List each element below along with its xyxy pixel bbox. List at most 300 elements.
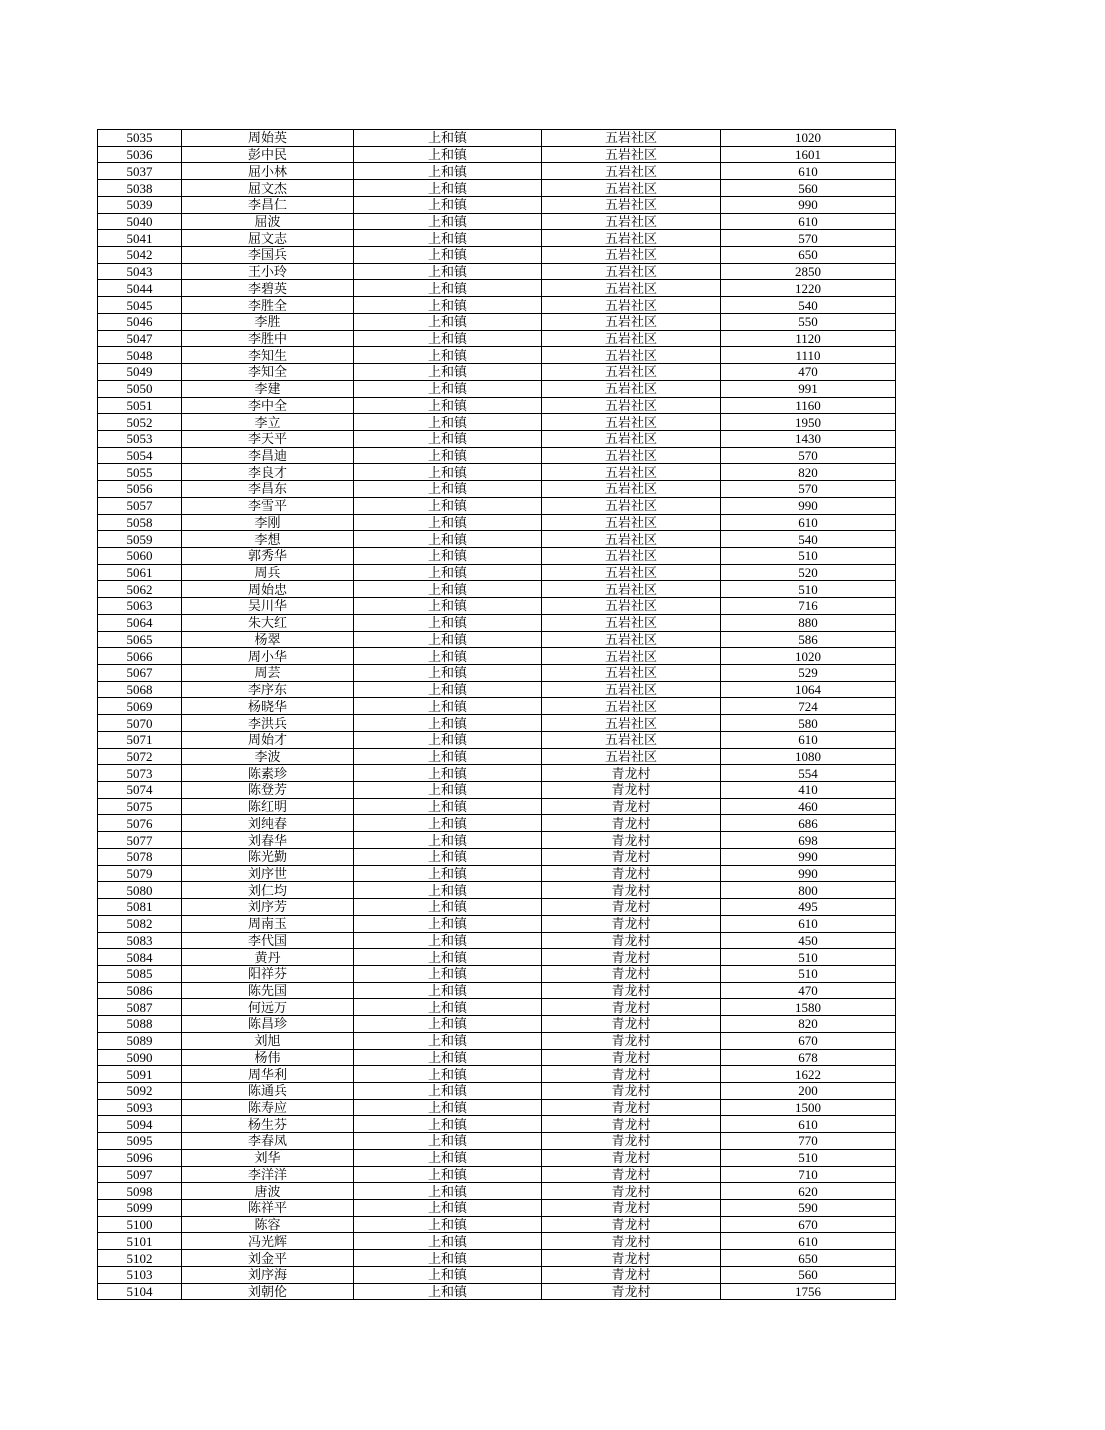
town-cell: 上和镇 [354,263,542,280]
amount-cell: 590 [721,1200,896,1217]
town-cell: 上和镇 [354,280,542,297]
town-cell: 上和镇 [354,949,542,966]
name-cell: 陈昌珍 [182,1016,354,1033]
table-row [98,230,896,247]
table-row [98,1133,896,1150]
table-row [98,146,896,163]
community-cell: 青龙村 [542,999,721,1016]
serial-number-cell: 5052 [98,414,182,431]
town-cell: 上和镇 [354,965,542,982]
community-cell: 五岩社区 [542,481,721,498]
amount-cell: 510 [721,949,896,966]
name-cell: 何远万 [182,999,354,1016]
table-row [98,1049,896,1066]
name-cell: 李序东 [182,681,354,698]
town-cell: 上和镇 [354,1283,542,1300]
table-row [98,1183,896,1200]
serial-number-cell: 5094 [98,1116,182,1133]
amount-cell: 990 [721,865,896,882]
table-row [98,1099,896,1116]
serial-number-cell: 5055 [98,464,182,481]
town-cell: 上和镇 [354,397,542,414]
amount-cell: 560 [721,1266,896,1283]
serial-number-cell: 5097 [98,1166,182,1183]
serial-number-cell: 5074 [98,782,182,799]
community-cell: 青龙村 [542,932,721,949]
serial-number-cell: 5099 [98,1200,182,1217]
serial-number-cell: 5098 [98,1183,182,1200]
community-cell: 五岩社区 [542,648,721,665]
community-cell: 五岩社区 [542,715,721,732]
table-row [98,949,896,966]
serial-number-cell: 5059 [98,531,182,548]
town-cell: 上和镇 [354,430,542,447]
table-row [98,782,896,799]
amount-cell: 570 [721,481,896,498]
community-cell: 五岩社区 [542,263,721,280]
amount-cell: 724 [721,698,896,715]
town-cell: 上和镇 [354,313,542,330]
amount-cell: 529 [721,665,896,682]
table-row [98,163,896,180]
name-cell: 杨翠 [182,631,354,648]
community-cell: 青龙村 [542,1200,721,1217]
name-cell: 李胜 [182,313,354,330]
serial-number-cell: 5070 [98,715,182,732]
table-row [98,564,896,581]
town-cell: 上和镇 [354,1166,542,1183]
community-cell: 青龙村 [542,848,721,865]
community-cell: 五岩社区 [542,146,721,163]
name-cell: 周华利 [182,1066,354,1083]
serial-number-cell: 5084 [98,949,182,966]
name-cell: 陈先国 [182,982,354,999]
amount-cell: 460 [721,798,896,815]
name-cell: 屈文志 [182,230,354,247]
table-row [98,899,896,916]
amount-cell: 610 [721,163,896,180]
community-cell: 青龙村 [542,1166,721,1183]
community-cell: 五岩社区 [542,564,721,581]
table-row [98,1116,896,1133]
serial-number-cell: 5091 [98,1066,182,1083]
community-cell: 五岩社区 [542,748,721,765]
table-row [98,547,896,564]
community-cell: 五岩社区 [542,130,721,147]
town-cell: 上和镇 [354,915,542,932]
community-cell: 五岩社区 [542,297,721,314]
amount-cell: 540 [721,297,896,314]
amount-cell: 1220 [721,280,896,297]
amount-cell: 610 [721,213,896,230]
amount-cell: 990 [721,196,896,213]
name-cell: 屈小林 [182,163,354,180]
town-cell: 上和镇 [354,1099,542,1116]
town-cell: 上和镇 [354,180,542,197]
serial-number-cell: 5057 [98,497,182,514]
data-table [97,129,896,1300]
name-cell: 唐波 [182,1183,354,1200]
name-cell: 李国兵 [182,247,354,264]
serial-number-cell: 5036 [98,146,182,163]
table-row [98,1200,896,1217]
name-cell: 刘华 [182,1149,354,1166]
amount-cell: 554 [721,765,896,782]
amount-cell: 495 [721,899,896,916]
town-cell: 上和镇 [354,146,542,163]
amount-cell: 991 [721,380,896,397]
community-cell: 五岩社区 [542,380,721,397]
name-cell: 李中全 [182,397,354,414]
table-row [98,631,896,648]
community-cell: 五岩社区 [542,598,721,615]
town-cell: 上和镇 [354,414,542,431]
amount-cell: 410 [721,782,896,799]
table-row [98,1082,896,1099]
table-row [98,130,896,147]
amount-cell: 470 [721,982,896,999]
serial-number-cell: 5092 [98,1082,182,1099]
amount-cell: 510 [721,547,896,564]
community-cell: 青龙村 [542,765,721,782]
town-cell: 上和镇 [354,247,542,264]
serial-number-cell: 5037 [98,163,182,180]
town-cell: 上和镇 [354,648,542,665]
amount-cell: 540 [721,531,896,548]
table-row [98,865,896,882]
amount-cell: 550 [721,313,896,330]
serial-number-cell: 5078 [98,848,182,865]
community-cell: 五岩社区 [542,230,721,247]
town-cell: 上和镇 [354,380,542,397]
community-cell: 青龙村 [542,815,721,832]
community-cell: 青龙村 [542,1250,721,1267]
name-cell: 刘序世 [182,865,354,882]
community-cell: 五岩社区 [542,614,721,631]
community-cell: 五岩社区 [542,280,721,297]
table-row [98,1266,896,1283]
table-row [98,280,896,297]
name-cell: 李立 [182,414,354,431]
amount-cell: 580 [721,715,896,732]
community-cell: 五岩社区 [542,397,721,414]
name-cell: 陈登芳 [182,782,354,799]
community-cell: 青龙村 [542,1233,721,1250]
town-cell: 上和镇 [354,447,542,464]
amount-cell: 1601 [721,146,896,163]
town-cell: 上和镇 [354,798,542,815]
town-cell: 上和镇 [354,297,542,314]
table-row [98,180,896,197]
town-cell: 上和镇 [354,1116,542,1133]
town-cell: 上和镇 [354,213,542,230]
amount-cell: 1430 [721,430,896,447]
amount-cell: 520 [721,564,896,581]
community-cell: 青龙村 [542,1133,721,1150]
table-row [98,1149,896,1166]
name-cell: 刘朝伦 [182,1283,354,1300]
serial-number-cell: 5087 [98,999,182,1016]
amount-cell: 610 [721,1116,896,1133]
town-cell: 上和镇 [354,1032,542,1049]
serial-number-cell: 5089 [98,1032,182,1049]
community-cell: 五岩社区 [542,531,721,548]
town-cell: 上和镇 [354,832,542,849]
town-cell: 上和镇 [354,1200,542,1217]
name-cell: 陈容 [182,1216,354,1233]
amount-cell: 1756 [721,1283,896,1300]
serial-number-cell: 5081 [98,899,182,916]
amount-cell: 1622 [721,1066,896,1083]
amount-cell: 1110 [721,347,896,364]
community-cell: 青龙村 [542,1183,721,1200]
serial-number-cell: 5045 [98,297,182,314]
name-cell: 陈红明 [182,798,354,815]
amount-cell: 2850 [721,263,896,280]
table-row [98,380,896,397]
name-cell: 李波 [182,748,354,765]
name-cell: 周南玉 [182,915,354,932]
amount-cell: 1080 [721,748,896,765]
town-cell: 上和镇 [354,547,542,564]
name-cell: 李代国 [182,932,354,949]
town-cell: 上和镇 [354,163,542,180]
amount-cell: 650 [721,1250,896,1267]
community-cell: 青龙村 [542,915,721,932]
table-row [98,347,896,364]
table-row [98,882,896,899]
amount-cell: 1580 [721,999,896,1016]
name-cell: 刘金平 [182,1250,354,1267]
name-cell: 陈祥平 [182,1200,354,1217]
table-row [98,464,896,481]
serial-number-cell: 5068 [98,681,182,698]
table-row [98,748,896,765]
serial-number-cell: 5047 [98,330,182,347]
town-cell: 上和镇 [354,932,542,949]
community-cell: 五岩社区 [542,464,721,481]
serial-number-cell: 5085 [98,965,182,982]
town-cell: 上和镇 [354,481,542,498]
community-cell: 青龙村 [542,832,721,849]
serial-number-cell: 5067 [98,665,182,682]
community-cell: 五岩社区 [542,313,721,330]
serial-number-cell: 5050 [98,380,182,397]
name-cell: 朱大红 [182,614,354,631]
name-cell: 周小华 [182,648,354,665]
name-cell: 李胜中 [182,330,354,347]
table-row [98,364,896,381]
amount-cell: 1120 [721,330,896,347]
table-row [98,1066,896,1083]
table-row [98,932,896,949]
table-row [98,581,896,598]
serial-number-cell: 5065 [98,631,182,648]
name-cell: 陈光勤 [182,848,354,865]
amount-cell: 1020 [721,648,896,665]
community-cell: 五岩社区 [542,681,721,698]
serial-number-cell: 5046 [98,313,182,330]
serial-number-cell: 5075 [98,798,182,815]
name-cell: 吴川华 [182,598,354,615]
serial-number-cell: 5054 [98,447,182,464]
name-cell: 李雪平 [182,497,354,514]
town-cell: 上和镇 [354,882,542,899]
town-cell: 上和镇 [354,715,542,732]
name-cell: 杨伟 [182,1049,354,1066]
name-cell: 杨生芬 [182,1116,354,1133]
name-cell: 李洋洋 [182,1166,354,1183]
serial-number-cell: 5093 [98,1099,182,1116]
serial-number-cell: 5044 [98,280,182,297]
serial-number-cell: 5041 [98,230,182,247]
town-cell: 上和镇 [354,681,542,698]
amount-cell: 450 [721,932,896,949]
community-cell: 五岩社区 [542,364,721,381]
community-cell: 五岩社区 [542,196,721,213]
amount-cell: 650 [721,247,896,264]
name-cell: 李胜全 [182,297,354,314]
amount-cell: 510 [721,581,896,598]
town-cell: 上和镇 [354,1016,542,1033]
town-cell: 上和镇 [354,1066,542,1083]
table-row [98,263,896,280]
serial-number-cell: 5058 [98,514,182,531]
serial-number-cell: 5103 [98,1266,182,1283]
serial-number-cell: 5039 [98,196,182,213]
table-row [98,999,896,1016]
amount-cell: 670 [721,1032,896,1049]
town-cell: 上和镇 [354,614,542,631]
community-cell: 五岩社区 [542,330,721,347]
serial-number-cell: 5088 [98,1016,182,1033]
amount-cell: 1160 [721,397,896,414]
serial-number-cell: 5051 [98,397,182,414]
name-cell: 李碧英 [182,280,354,297]
serial-number-cell: 5038 [98,180,182,197]
serial-number-cell: 5040 [98,213,182,230]
table-row [98,430,896,447]
amount-cell: 560 [721,180,896,197]
amount-cell: 770 [721,1133,896,1150]
serial-number-cell: 5035 [98,130,182,147]
name-cell: 李洪兵 [182,715,354,732]
table-row [98,1216,896,1233]
serial-number-cell: 5060 [98,547,182,564]
community-cell: 五岩社区 [542,731,721,748]
name-cell: 刘旭 [182,1032,354,1049]
amount-cell: 610 [721,514,896,531]
town-cell: 上和镇 [354,731,542,748]
amount-cell: 570 [721,447,896,464]
amount-cell: 620 [721,1183,896,1200]
community-cell: 五岩社区 [542,497,721,514]
community-cell: 青龙村 [542,1016,721,1033]
serial-number-cell: 5066 [98,648,182,665]
name-cell: 李想 [182,531,354,548]
name-cell: 刘仁均 [182,882,354,899]
name-cell: 冯光辉 [182,1233,354,1250]
name-cell: 李良才 [182,464,354,481]
town-cell: 上和镇 [354,1250,542,1267]
name-cell: 陈寿应 [182,1099,354,1116]
serial-number-cell: 5079 [98,865,182,882]
serial-number-cell: 5063 [98,598,182,615]
name-cell: 周始才 [182,731,354,748]
town-cell: 上和镇 [354,698,542,715]
serial-number-cell: 5072 [98,748,182,765]
amount-cell: 698 [721,832,896,849]
amount-cell: 800 [721,882,896,899]
table-row [98,1016,896,1033]
town-cell: 上和镇 [354,782,542,799]
serial-number-cell: 5073 [98,765,182,782]
town-cell: 上和镇 [354,748,542,765]
table-row [98,681,896,698]
community-cell: 青龙村 [542,982,721,999]
table-row [98,715,896,732]
amount-cell: 670 [721,1216,896,1233]
name-cell: 周兵 [182,564,354,581]
table-row [98,330,896,347]
community-cell: 五岩社区 [542,180,721,197]
town-cell: 上和镇 [354,865,542,882]
community-cell: 五岩社区 [542,213,721,230]
amount-cell: 1064 [721,681,896,698]
community-cell: 五岩社区 [542,163,721,180]
community-cell: 青龙村 [542,1099,721,1116]
community-cell: 五岩社区 [542,698,721,715]
name-cell: 李昌迪 [182,447,354,464]
town-cell: 上和镇 [354,531,542,548]
serial-number-cell: 5056 [98,481,182,498]
community-cell: 五岩社区 [542,514,721,531]
serial-number-cell: 5102 [98,1250,182,1267]
table-row [98,848,896,865]
name-cell: 郭秀华 [182,547,354,564]
name-cell: 刘纯春 [182,815,354,832]
name-cell: 屈波 [182,213,354,230]
table-row [98,514,896,531]
table-row [98,1283,896,1300]
amount-cell: 1500 [721,1099,896,1116]
serial-number-cell: 5042 [98,247,182,264]
amount-cell: 586 [721,631,896,648]
name-cell: 黄丹 [182,949,354,966]
community-cell: 青龙村 [542,798,721,815]
community-cell: 五岩社区 [542,247,721,264]
community-cell: 五岩社区 [542,347,721,364]
name-cell: 刘春华 [182,832,354,849]
community-cell: 青龙村 [542,1266,721,1283]
community-cell: 五岩社区 [542,581,721,598]
table-body [98,130,896,1300]
community-cell: 青龙村 [542,1216,721,1233]
table-row [98,915,896,932]
town-cell: 上和镇 [354,999,542,1016]
table-row [98,397,896,414]
community-cell: 青龙村 [542,949,721,966]
community-cell: 青龙村 [542,965,721,982]
community-cell: 五岩社区 [542,547,721,564]
community-cell: 青龙村 [542,865,721,882]
table-row [98,815,896,832]
serial-number-cell: 5090 [98,1049,182,1066]
name-cell: 王小玲 [182,263,354,280]
serial-number-cell: 5071 [98,731,182,748]
community-cell: 五岩社区 [542,430,721,447]
town-cell: 上和镇 [354,1266,542,1283]
